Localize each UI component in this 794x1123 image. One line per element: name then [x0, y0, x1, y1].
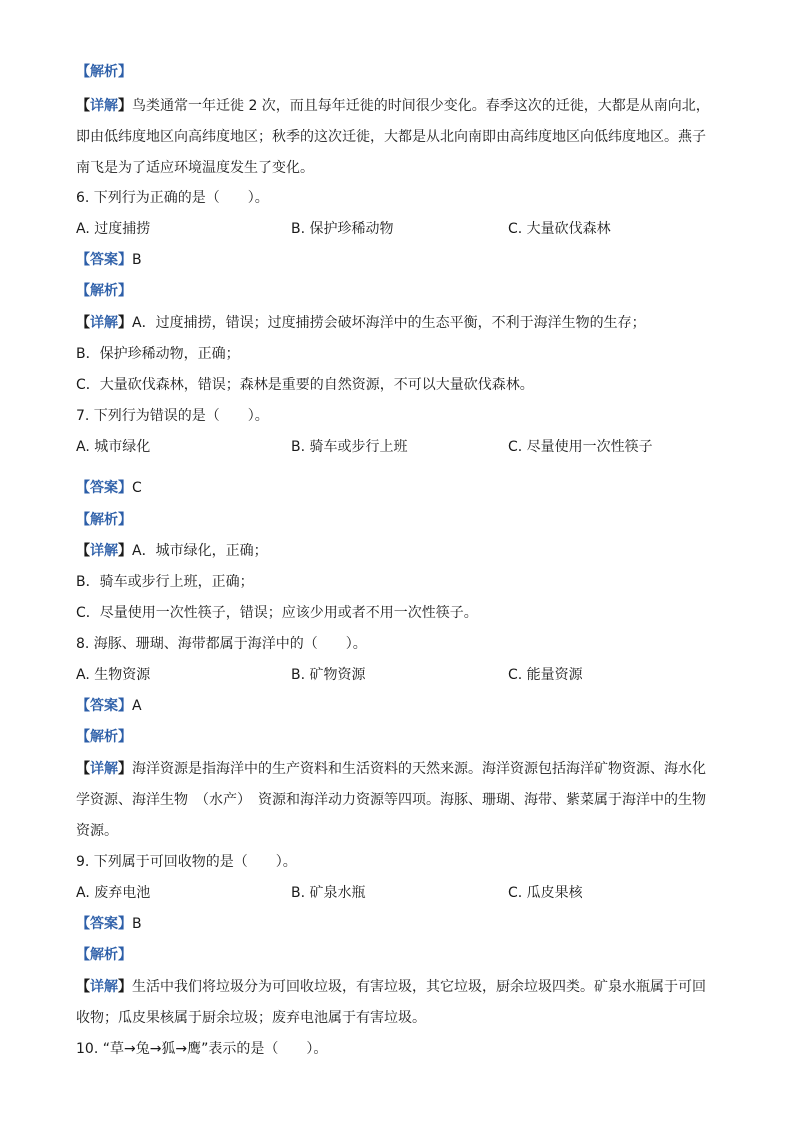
q6-answer: 【答案】B	[76, 252, 142, 268]
q6-detail-line: 【详解】A．过度捕捞，错误；过度捕捞会破坏海洋中的生态平衡，不利于海洋生物的生存；	[76, 315, 646, 331]
question-9: 9. 下列属于可回收物的是（ ）。	[76, 854, 297, 870]
q9-option-a: A. 废弃电池	[76, 885, 151, 901]
question-7: 7. 下列行为错误的是（ ）。	[76, 408, 269, 424]
q7-option-a: A. 城市绿化	[76, 439, 151, 455]
q6-detail-line: C．大量砍伐森林，错误；森林是重要的自然资源，不可以大量砍伐森林。	[76, 377, 534, 393]
detail-line: 即由低纬度地区向高纬度地区；秋季的这次迁徙，大都是从北向南即由高纬度地区向低纬度地区。燕子	[76, 129, 706, 145]
q7-option-c: C. 尽量使用一次性筷子	[508, 439, 653, 455]
detail-line: 【详解】鸟类通常一年迁徙 2 次，而且每年迁徙的时间很少变化。春季这次的迁徙，大都是从南向北，	[76, 98, 710, 114]
analysis-label: 【解析】	[76, 64, 132, 80]
q7-detail-line: C．尽量使用一次性筷子，错误；应该少用或者不用一次性筷子。	[76, 605, 478, 621]
q9-answer: 【答案】B	[76, 916, 142, 932]
q9-detail-line: 收物；瓜皮果核属于厨余垃圾；废弃电池属于有害垃圾。	[76, 1010, 426, 1026]
q6-analysis-label: 【解析】	[76, 283, 132, 299]
q6-detail-line: B．保护珍稀动物，正确；	[76, 346, 240, 362]
q7-detail-line: 【详解】A．城市绿化，正确；	[76, 543, 268, 559]
question-6: 6. 下列行为正确的是（ ）。	[76, 190, 269, 206]
q8-detail-line: 资源。	[76, 823, 118, 839]
q7-detail-line: B．骑车或步行上班，正确；	[76, 574, 254, 590]
question-10: 10. “草→兔→狐→鹰”表示的是（ ）。	[76, 1041, 328, 1057]
q8-option-b: B. 矿物资源	[291, 667, 366, 683]
q7-answer: 【答案】C	[76, 480, 142, 496]
detail-line: 南飞是为了适应环境温度发生了变化。	[76, 160, 314, 176]
q6-option-a: A. 过度捕捞	[76, 221, 151, 237]
q6-option-c: C. 大量砍伐森林	[508, 221, 611, 237]
q9-analysis-label: 【解析】	[76, 947, 132, 963]
q8-analysis-label: 【解析】	[76, 729, 132, 745]
q9-option-c: C. 瓜皮果核	[508, 885, 583, 901]
question-8: 8. 海豚、珊瑚、海带都属于海洋中的（ ）。	[76, 636, 367, 652]
q8-option-c: C. 能量资源	[508, 667, 583, 683]
q9-option-b: B. 矿泉水瓶	[291, 885, 366, 901]
q7-option-b: B. 骑车或步行上班	[291, 439, 408, 455]
q8-detail-line: 学资源、海洋生物 （水产） 资源和海洋动力资源等四项。海豚、珊瑚、海带、紫菜属于海洋中的生物	[76, 792, 706, 808]
q9-detail-line: 【详解】生活中我们将垃圾分为可回收垃圾，有害垃圾，其它垃圾，厨余垃圾四类。矿泉水瓶属于可回	[76, 979, 706, 995]
q8-answer: 【答案】A	[76, 698, 142, 714]
q8-option-a: A. 生物资源	[76, 667, 151, 683]
q7-analysis-label: 【解析】	[76, 512, 132, 528]
q8-detail-line: 【详解】海洋资源是指海洋中的生产资料和生活资料的天然来源。海洋资源包括海洋矿物资源、海水化	[76, 761, 706, 777]
q6-option-b: B. 保护珍稀动物	[291, 221, 394, 237]
